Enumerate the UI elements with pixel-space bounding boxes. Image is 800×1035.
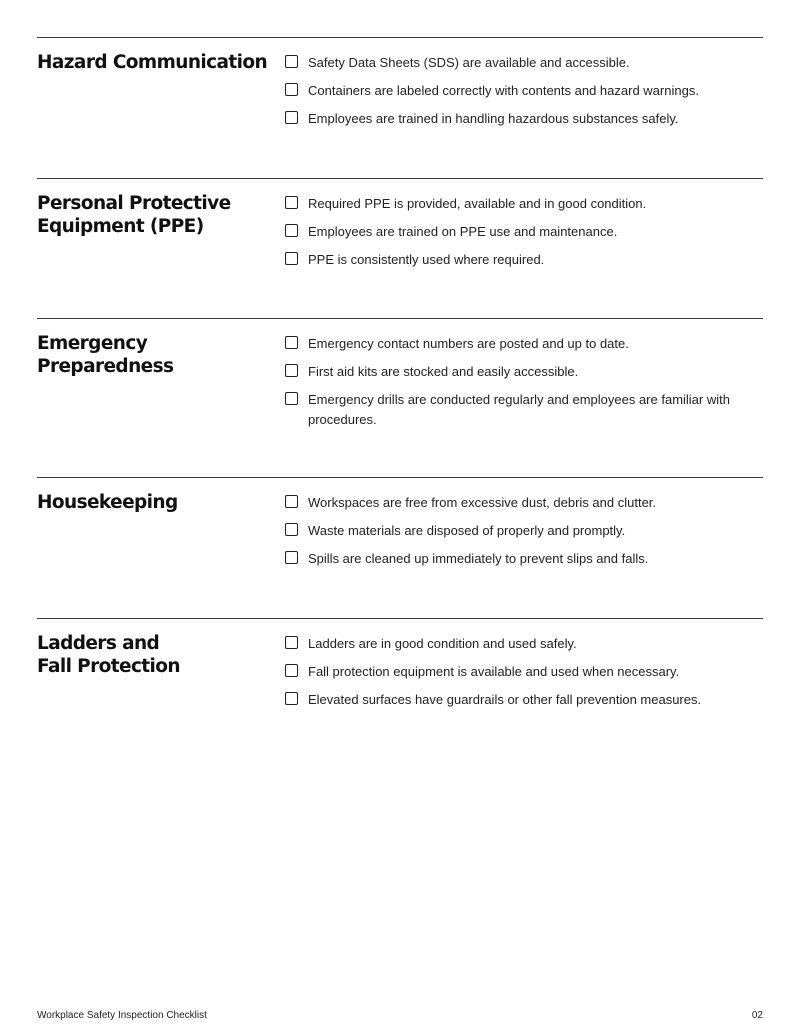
checklist (285, 493, 755, 577)
checklist-item[interactable] (285, 81, 755, 101)
section-emergency-preparedness (37, 318, 763, 427)
checklist-item[interactable] (285, 109, 755, 129)
page-number: 02 (751, 1010, 763, 1021)
section-title: Ladders and Fall Protection (37, 633, 180, 677)
checklist-item-label: PPE is consistently used where required. (308, 252, 545, 267)
checklist-item-label: Employees are trained in handling hazardous substances safely. (308, 111, 679, 126)
checklist-item-label: Employees are trained on PPE use and maintenance. (308, 224, 618, 239)
checkbox[interactable] (285, 252, 298, 265)
section-title: Housekeeping (37, 492, 178, 513)
checklist-item[interactable] (285, 634, 755, 654)
checklist-item-label: Fall protection equipment is available and used when necessary. (308, 664, 680, 679)
checklist-item[interactable] (285, 662, 755, 682)
footer-document-title: Workplace Safety Inspection Checklist (37, 1010, 207, 1021)
checklist-item[interactable] (285, 222, 755, 242)
checklist-item-label: Ladders are in good condition and used safely. (308, 636, 577, 651)
checkbox[interactable] (285, 364, 298, 377)
section-title: Personal Protective Equipment (PPE) (37, 193, 231, 237)
checklist-item-label: Workspaces are free from excessive dust, debris and clutter. (308, 495, 657, 510)
checkbox[interactable] (285, 55, 298, 68)
checkbox[interactable] (285, 392, 298, 405)
checkbox[interactable] (285, 83, 298, 96)
checklist-item-label: Spills are cleaned up immediately to prevent slips and falls. (308, 551, 649, 566)
checkbox[interactable] (285, 692, 298, 705)
checklist-item[interactable] (285, 250, 755, 270)
checklist-item[interactable] (285, 493, 755, 513)
checkbox[interactable] (285, 224, 298, 237)
section-ladders-fall-protection (37, 618, 763, 707)
checklist (285, 53, 755, 137)
checklist-item-label: Elevated surfaces have guardrails or other fall prevention measures. (308, 692, 702, 707)
checklist (285, 634, 755, 718)
section-personal-protective-equipment (37, 178, 763, 267)
checkbox[interactable] (285, 664, 298, 677)
checklist-item-label: First aid kits are stocked and easily accessible. (308, 364, 579, 379)
section-hazard-communication (37, 37, 763, 126)
checklist-item[interactable] (285, 549, 755, 569)
checklist-item[interactable] (285, 362, 755, 382)
checkbox[interactable] (285, 523, 298, 536)
checkbox[interactable] (285, 196, 298, 209)
checklist-item[interactable] (285, 53, 755, 73)
checklist-item[interactable] (285, 690, 755, 710)
checklist-item-label: Required PPE is provided, available and in good condition. (308, 196, 647, 211)
checklist-item[interactable] (285, 194, 755, 214)
checklist-item-label: Emergency drills are conducted regularly and employees are familiar with procedures. (308, 392, 730, 427)
checklist-item-label: Waste materials are disposed of properly and promptly. (308, 523, 626, 538)
checklist-item-label: Containers are labeled correctly with contents and hazard warnings. (308, 83, 699, 98)
checkbox[interactable] (285, 551, 298, 564)
section-housekeeping (37, 477, 763, 566)
section-title: Hazard Communication (37, 52, 268, 73)
checklist-item[interactable] (285, 390, 755, 430)
checkbox[interactable] (285, 111, 298, 124)
checkbox[interactable] (285, 336, 298, 349)
checklist-item-label: Emergency contact numbers are posted and up to date. (308, 336, 629, 351)
checklist-item[interactable] (285, 334, 755, 354)
checkbox[interactable] (285, 495, 298, 508)
section-title: Emergency Preparedness (37, 333, 174, 377)
checklist (285, 334, 755, 438)
checklist-item-label: Safety Data Sheets (SDS) are available and accessible. (308, 55, 630, 70)
checkbox[interactable] (285, 636, 298, 649)
checklist (285, 194, 755, 278)
checklist-item[interactable] (285, 521, 755, 541)
